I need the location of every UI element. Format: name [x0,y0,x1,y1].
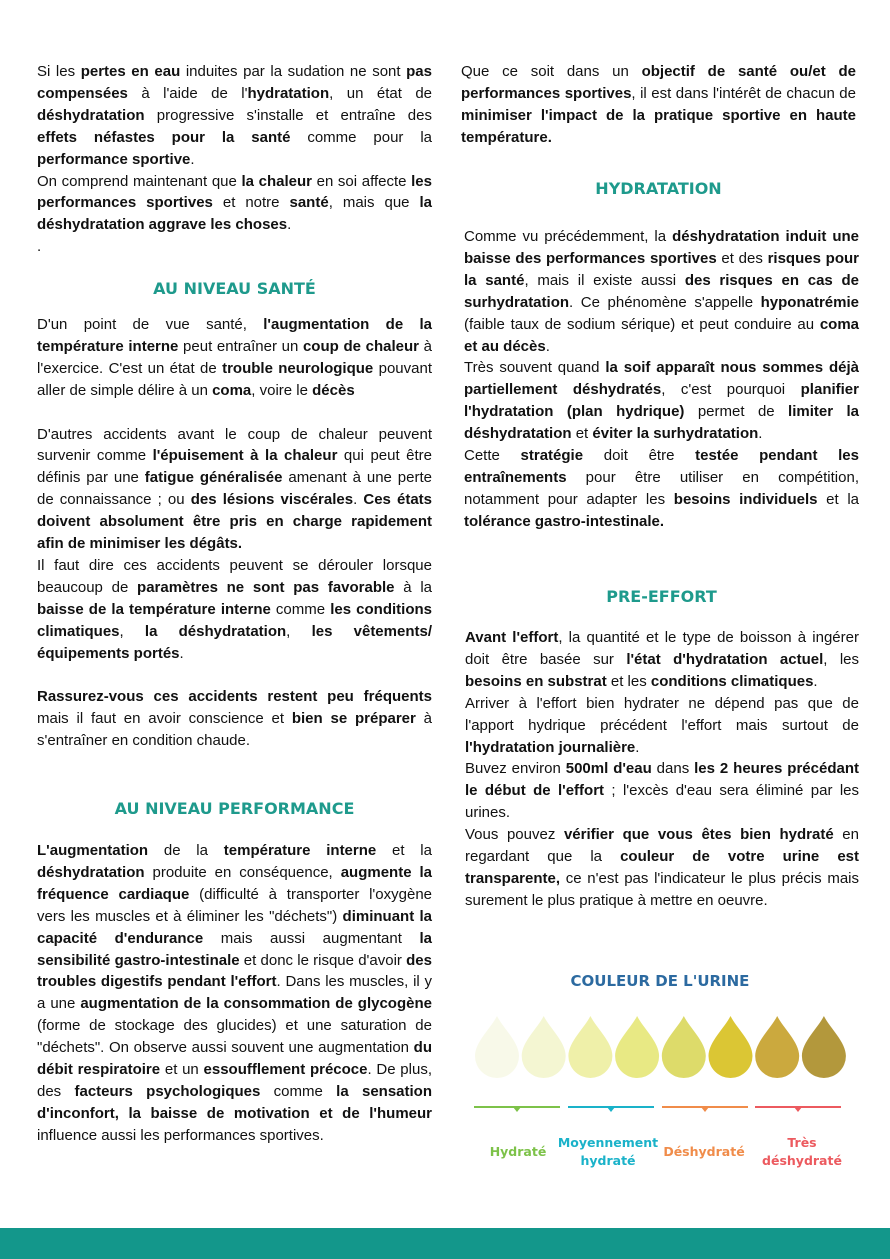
section-hydratation [464,226,859,533]
urine-drop [709,1016,753,1078]
bar-hydrate [474,1106,560,1108]
label-deshydrate: Déshydraté [663,1144,745,1159]
heading-sante: AU NIVEAU SANTÉ [153,279,316,298]
heading-hydratation: HYDRATATION [595,179,722,198]
urine-drop [662,1016,706,1078]
paragraph: . [37,238,42,256]
paragraph: Buvez environ 500ml d'eau dans les 2 heures précédant le début de l'effort ; l'excès d'eau sera éliminé par les urines. [465,760,859,822]
paragraph: Cette stratégie doit être testée pendant les entraînements pour être utiliser en compétition, notamment pour adapter les besoins individuels et la tolérance gastro-intestinale. [464,447,859,530]
marker-hydrate [513,1107,521,1112]
footer-band [0,1228,890,1259]
bar-moyennement [568,1106,654,1108]
urine-drops [474,1014,848,1082]
paragraph: Arriver à l'effort bien hydrater ne dépend pas que de l'apport hydrique précédent l'effort mais surtout de l'hydratation journalière. [465,694,859,756]
urine-drop [475,1016,519,1078]
bar-deshydrate [662,1106,748,1108]
urine-drop [755,1016,799,1078]
urine-drop [522,1016,566,1078]
heading-pre-effort: PRE-EFFORT [606,587,717,606]
paragraph: Comme vu précédemment, la déshydratation induit une baisse des performances sportives et des risques pour la santé, mais il existe aussi des risques en cas de surhydratation. Ce phénomène s'appelle hyponatrémie (faible taux de sodium sérique) et peut conduire au coma et au décès. [464,228,859,355]
section-sante [37,314,432,752]
section-performance [37,840,432,1147]
paragraph: Très souvent quand la soif apparaît nous sommes déjà partiellement déshydratés, c'est pourquoi planifier l'hydratation (plan hydrique) permet de limiter la déshydratation et éviter la surhydratation. [464,359,859,443]
paragraph: L'augmentation de la température interne et la déshydratation produite en conséquence, augmente la fréquence cardiaque (difficulté à transporter l'oxygène vers les muscles et à éliminer les "déchets") diminuant la capacité d'endurance mais aussi augmentant la sensibilité gastro-intestinale et donc le risque d'avoir des troubles digestifs pendant l'effort. Dans les muscles, il y a une augmentation de la consommation de glycogène (forme de stockage des glucides) et une saturation de "déchets". On observe aussi souvent une augmentation du débit respiratoire et un essoufflement précoce. De plus, des facteurs psychologiques comme la sensation d'inconfort, la baisse de motivation et de l'humeur influence aussi les performances sportives. [37,842,433,1144]
urine-drop [615,1016,659,1078]
paragraph-gap [37,664,432,686]
bar-tres-deshydrate [755,1106,841,1108]
paragraph: D'un point de vue santé, l'augmentation de la température interne peut entraîner un coup de chaleur à l'exercice. C'est un état de trouble neurologique pouvant aller de simple délire à un coma, voire le décès [37,316,432,399]
paragraph: On comprend maintenant que la chaleur en soi affecte les performances sportives et notre santé, mais que la déshydratation aggrave les choses. [37,172,432,234]
section-pre-effort [465,627,859,912]
label-tres-deshydrate: Très déshydraté [762,1135,842,1168]
heading-performance: AU NIVEAU PERFORMANCE [114,799,355,818]
urine-drop [802,1016,846,1078]
right-intro [461,61,856,149]
marker-deshydrate [701,1107,709,1112]
paragraph: Avant l'effort, la quantité et le type de boisson à ingérer doit être basée sur l'état d'hydratation actuel, les besoins en substrat et les conditions climatiques. [465,629,859,690]
paragraph: Il faut dire ces accidents peuvent se dérouler lorsque beaucoup de paramètres ne sont pas favorable à la baisse de la température interne comme les conditions climatiques, la déshydratation, les vêtements/équipements portés. [37,556,432,662]
paragraph: Que ce soit dans un objectif de santé ou/et de performances sportives, il est dans l'intérêt de chacun de minimiser l'impact de la pratique sportive en haute température. [461,63,856,146]
urine-chart-title: COULEUR DE L'URINE [570,972,750,990]
paragraph: Si les pertes en eau induites par la sudation ne sont pas compensées à l'aide de l'hydratation, un état de déshydratation progressive s'installe et entraîne des effets néfastes pour la santé comme pour la performance sportive. [37,63,433,168]
label-moyennement-hydrate: Moyennement hydraté [557,1135,659,1168]
urine-drop [568,1016,612,1078]
marker-moyennement [607,1107,615,1112]
paragraph: Vous pouvez vérifier que vous êtes bien hydraté en regardant que la couleur de votre urine est transparente, ce n'est pas l'indicateur le plus précis mais surement le plus pratique à mettre en oeuvre. [465,826,859,909]
paragraph-gap [37,402,432,424]
paragraph: Rassurez-vous ces accidents restent peu fréquents mais il faut en avoir conscience et bien se préparer à s'entraîner en condition chaude. [37,688,433,750]
left-intro [37,61,432,258]
paragraph: D'autres accidents avant le coup de chaleur peuvent survenir comme l'épuisement à la chaleur qui peut être définis par une fatigue généralisée amenant à une perte de connaissance ; ou des lésions viscérales. Ces états doivent absolument être pris en charge rapidement afin de minimiser les dégâts. [37,425,433,553]
label-hydrate: Hydraté [489,1144,547,1159]
marker-tres-deshydrate [794,1107,802,1112]
